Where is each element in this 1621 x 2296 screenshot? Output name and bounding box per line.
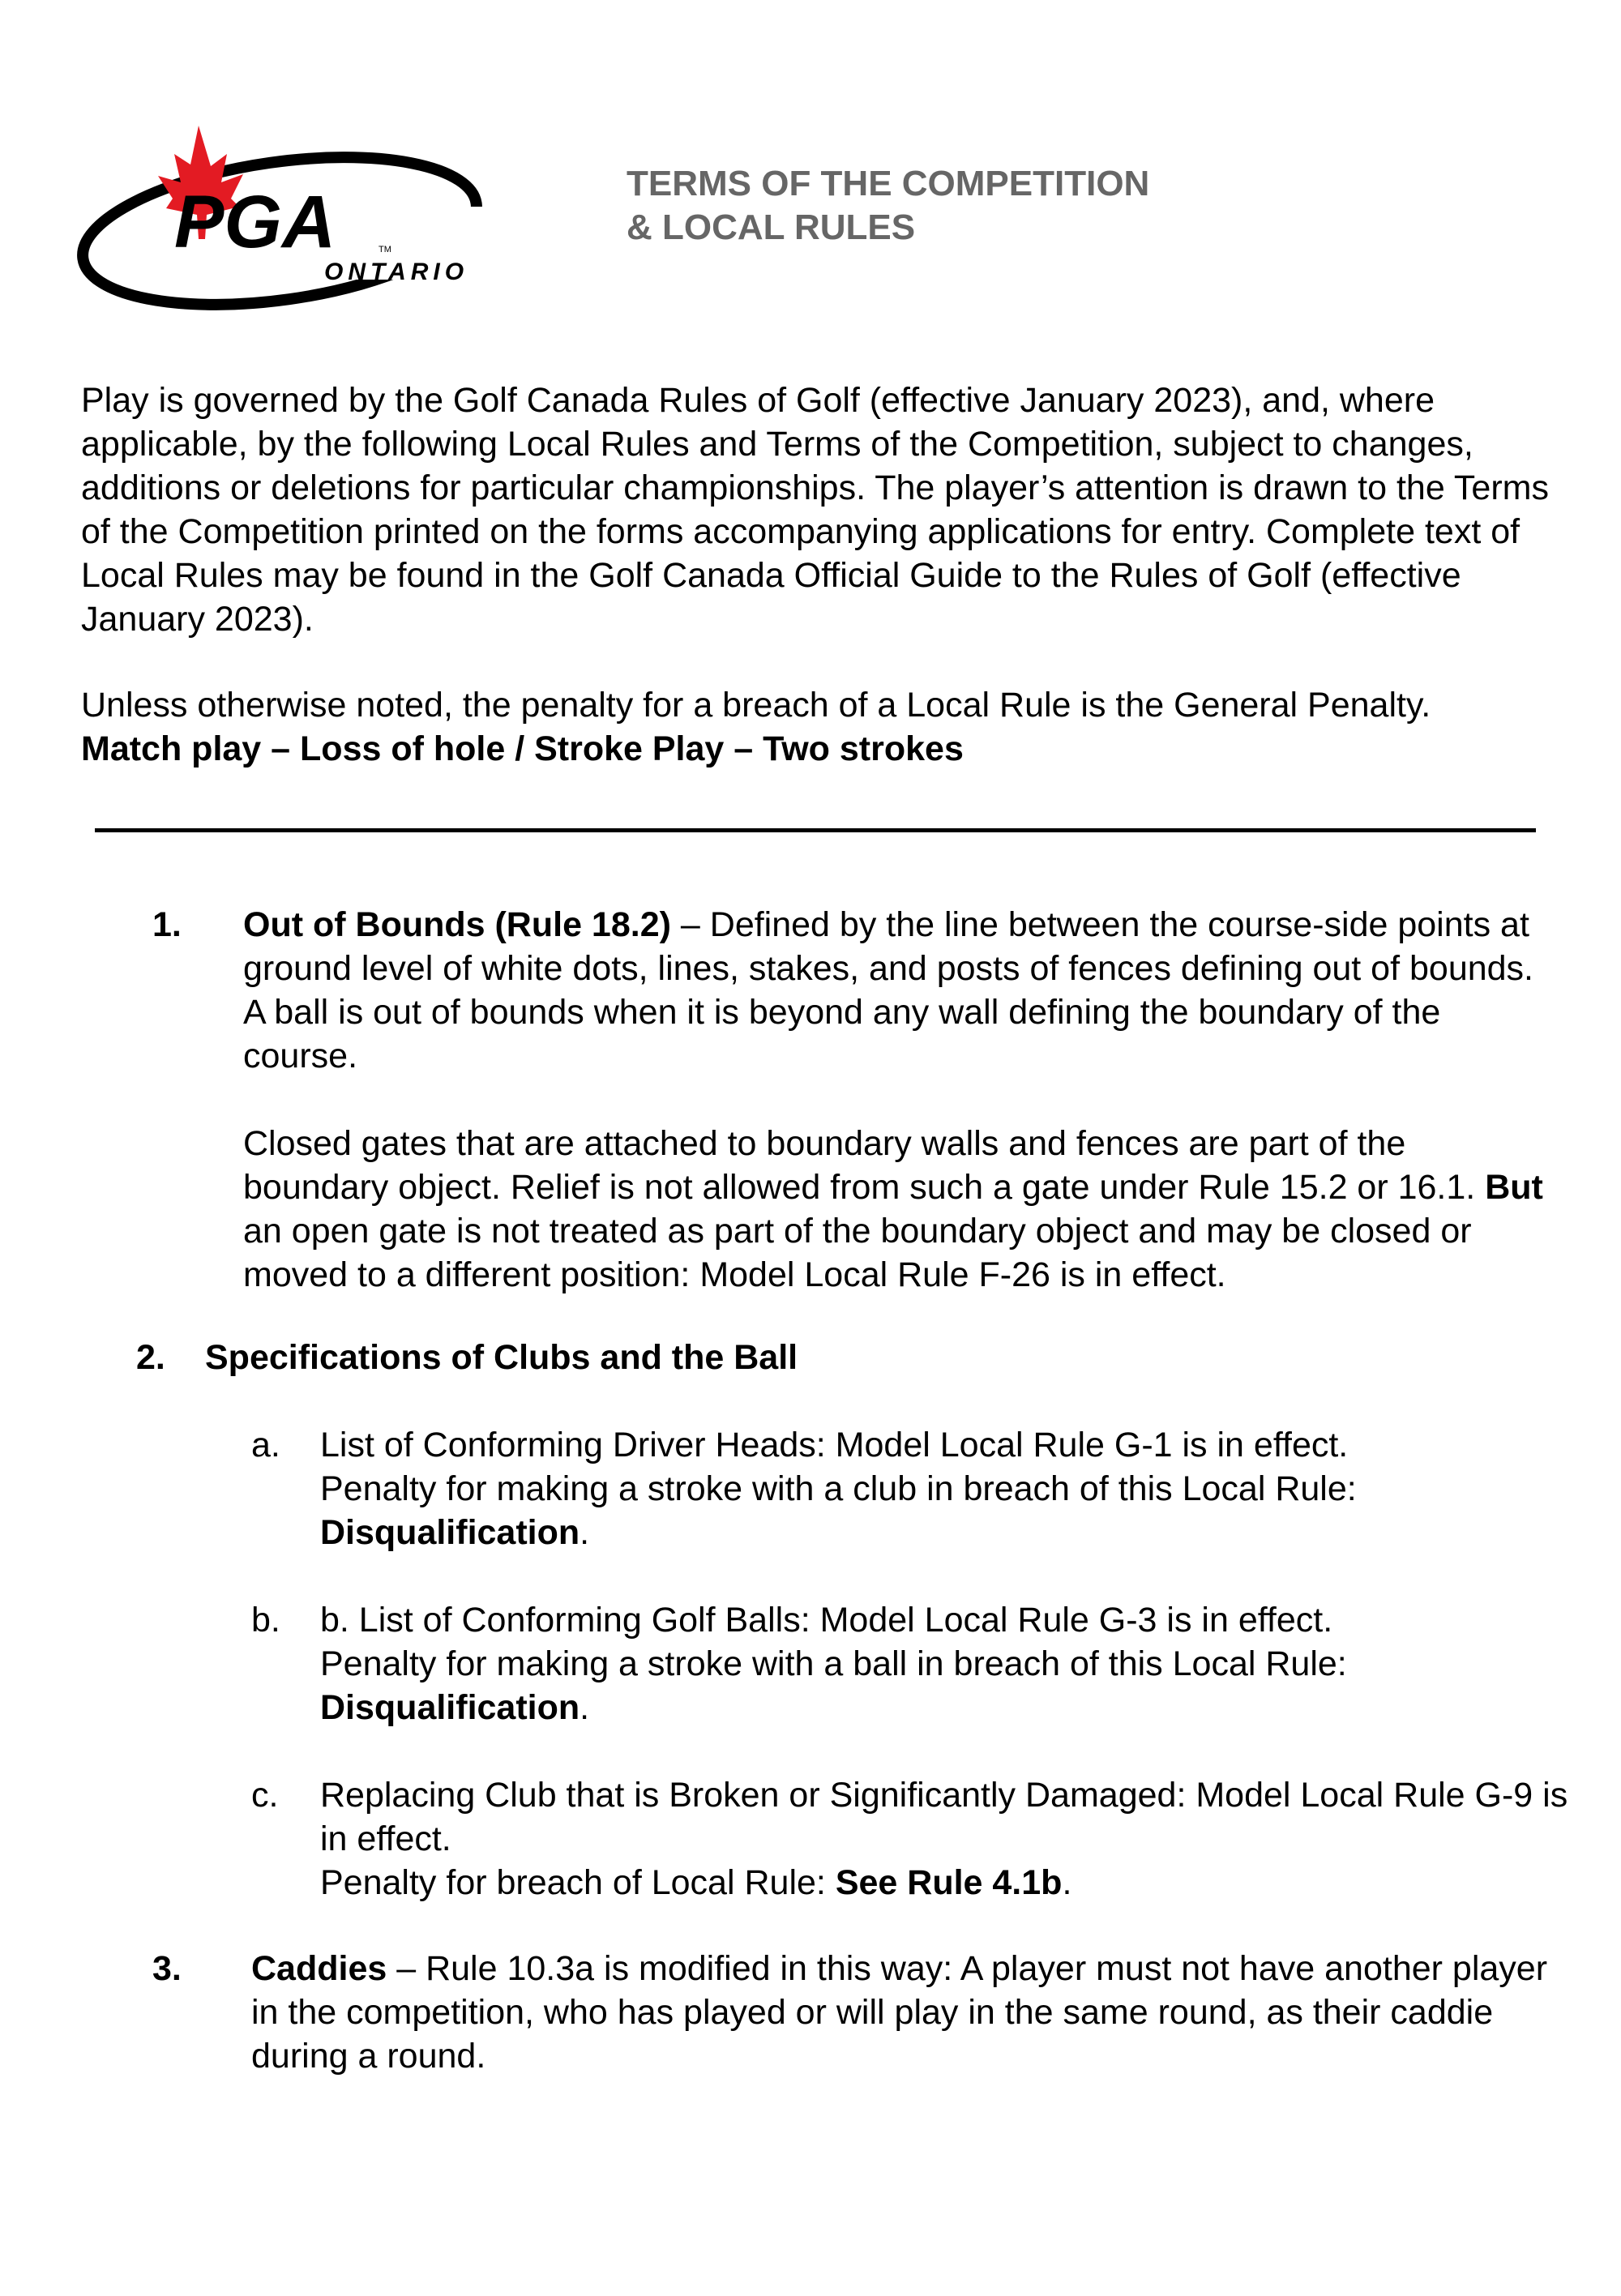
rule-2c-penalty	[320, 1861, 1568, 1905]
rule-2-number: 2.	[136, 1338, 165, 1377]
rule-3-text	[251, 1947, 1556, 2078]
rule-2c-line1: Replacing Club that is Broken or Significantly Damaged: Model Local Rule G-9 is in effect.	[320, 1776, 1568, 1858]
rule-2a-letter: a.	[251, 1426, 280, 1464]
rule-1-para2-bold: But	[1485, 1168, 1543, 1207]
rule-2b-penalty-bold: Disqualification	[320, 1688, 580, 1727]
rule-2b-letter: b.	[251, 1601, 280, 1640]
rule-2c-penalty-bold: See Rule 4.1b	[835, 1863, 1063, 1902]
rule-2a-line2: Penalty for making a stroke with a club in breach of this Local Rule:	[320, 1469, 1357, 1508]
rule-1-para2	[243, 1122, 1556, 1297]
rule-1	[0, 903, 1621, 1292]
rule-1-number: 1.	[152, 905, 182, 944]
page-title	[627, 162, 1149, 250]
section-divider	[95, 828, 1536, 832]
rule-2b	[251, 1598, 1621, 1736]
rule-2b-text	[320, 1598, 1621, 1729]
rule-2a-period: .	[580, 1513, 590, 1552]
logo-region-text: ONTARIO	[324, 259, 469, 285]
rule-2b-period: .	[580, 1688, 590, 1727]
page-title-line2: & LOCAL RULES	[627, 207, 916, 247]
rule-2a-penalty-bold: Disqualification	[320, 1513, 580, 1552]
rule-2b-penalty	[320, 1686, 1621, 1729]
penalty-note-bold: Match play – Loss of hole / Stroke Play – Two strokes	[81, 729, 964, 768]
penalty-note	[81, 683, 1556, 771]
rule-1-title: Out of Bounds (Rule 18.2)	[243, 905, 671, 944]
logo-trademark: TM	[379, 245, 391, 254]
intro-paragraph: Play is governed by the Golf Canada Rules of Golf (effective January 2023), and, where applicable, by the following Local Rules and Terms of the Competition, subject to changes, additions or deletions for particular championships. The player’s attention is drawn to the Terms of the Competition printed on the forms accompanying applications for entry. Complete text of Local Rules may be found in the Golf Canada Official Guide to the Rules of Golf (effective January 2023).	[81, 381, 1549, 639]
rule-2c-penalty-prefix: Penalty for breach of Local Rule:	[320, 1863, 836, 1902]
rule-3-number: 3.	[152, 1949, 182, 1988]
logo-brand-text: PGA	[174, 181, 336, 263]
rule-2a-text	[320, 1423, 1621, 1554]
rule-2b-line2: Penalty for making a stroke with a ball in breach of this Local Rule:	[320, 1644, 1347, 1683]
rule-1-para2-end: an open gate is not treated as part of the boundary object and may be closed or moved to a different position: Model Local Rule F-26 is in effect.	[243, 1212, 1472, 1294]
rule-2c-period: .	[1062, 1863, 1072, 1902]
rule-2c	[251, 1773, 1621, 1911]
rule-2b-line1: b. List of Conforming Golf Balls: Model Local Rule G-3 is in effect.	[320, 1601, 1333, 1640]
rule-2	[0, 1336, 1621, 1384]
rule-1-text	[243, 903, 1556, 1297]
penalty-note-text: Unless otherwise noted, the penalty for a breach of a Local Rule is the General Penalty.	[81, 686, 1431, 725]
rule-3-title: Caddies	[251, 1949, 387, 1988]
rule-2a-penalty	[320, 1511, 1621, 1554]
rule-3	[0, 1947, 1621, 2084]
rule-1-para1	[243, 903, 1556, 1078]
rule-2a-line1: List of Conforming Driver Heads: Model Local Rule G-1 is in effect.	[320, 1426, 1349, 1464]
rule-1-body: – Defined by the line between the course-side points at ground level of white dots, lines, stakes, and posts of fences defining out of bounds. A ball is out of bounds when it is beyond any wall defining the boundary of the course.	[243, 905, 1534, 1075]
page-title-line1: TERMS OF THE COMPETITION	[627, 164, 1150, 203]
rule-1-para2-start: Closed gates that are attached to boundary walls and fences are part of the boundary object. Relief is not allowed from such a gate under Rule 15.2 or 16.1.	[243, 1124, 1486, 1207]
pga-ontario-logo	[77, 118, 498, 312]
rule-3-body: – Rule 10.3a is modified in this way: A player must not have another player in the competition, who has played or will play in the same round, as their caddie during a round.	[251, 1949, 1548, 2076]
rule-2-title: Specifications of Clubs and the Ball	[205, 1338, 798, 1377]
rule-2c-text	[320, 1773, 1568, 1905]
rule-2c-letter: c.	[251, 1776, 279, 1815]
rule-2a	[251, 1423, 1621, 1561]
